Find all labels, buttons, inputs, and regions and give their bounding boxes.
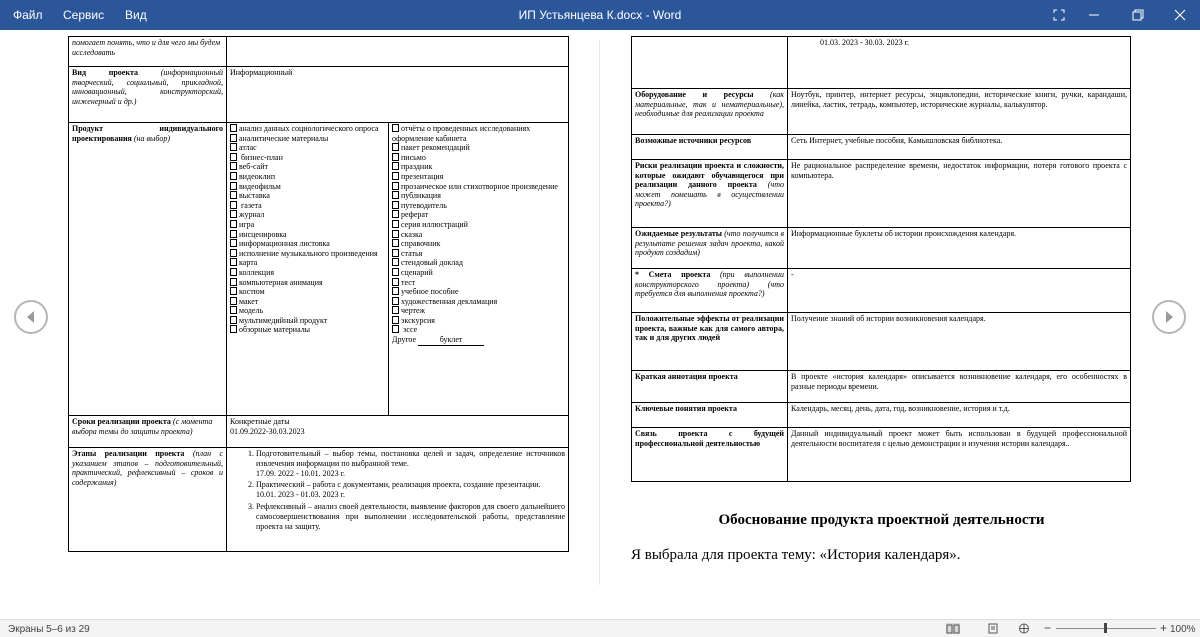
- product-option: письмо: [392, 153, 565, 163]
- info-row: [632, 228, 1131, 269]
- top-empty-cell: [632, 37, 788, 89]
- product-option: модель: [230, 306, 385, 316]
- intro-cell: помогает понять, что и для чего мы будем исследовать: [69, 37, 227, 67]
- info-row: [632, 371, 1131, 403]
- stage-item: 3. Рефлексивный – анализ своей деятельности, выявление факторов для своего дальнейшего самосовершенствования при выполнении исследовательской работы, представление проекта на защиту.: [256, 502, 565, 531]
- product-option: игра: [230, 220, 385, 230]
- info-label-cell: [632, 269, 788, 313]
- info-row: [632, 135, 1131, 160]
- book-icon: [946, 623, 960, 634]
- product-option: статья: [392, 249, 565, 259]
- info-value-cell: В проекте «история календаря» описывается возникновение календаря, его особенностях в разные периоды времени.: [788, 371, 1131, 403]
- info-value-cell: Календарь, месяц, день, дата, год, возникновение, история и т.д.: [788, 403, 1131, 428]
- stages-label-cell: Этапы реализации проекта (план с указанием этапов – подготовительный, практический, рефлексивный – сроков и содержания): [69, 448, 227, 552]
- left-page: [68, 36, 569, 552]
- intro-value-cell: [227, 37, 569, 67]
- product-option: макет: [230, 297, 385, 307]
- fullscreen-button[interactable]: [1048, 4, 1070, 26]
- info-value-cell: -: [788, 269, 1131, 313]
- product-option: карта: [230, 258, 385, 268]
- section-heading: Обоснование продукта проектной деятельности: [718, 512, 1045, 528]
- product-option: отчёты о проведенных исследованиях оформление кабинета: [392, 124, 565, 143]
- product-option: справочник: [392, 239, 565, 249]
- info-label: * Смета проекта: [635, 270, 711, 279]
- info-label-cell: [632, 228, 788, 269]
- product-label-cell: Продукт индивидуального проектирования (на выбор): [69, 123, 227, 416]
- product-option: пакет рекомендаций: [392, 143, 565, 153]
- info-hint: (что может помешать в осуществлении проекта?): [635, 180, 784, 209]
- product-option: видеоклип: [230, 172, 385, 182]
- product-options-col1: [227, 123, 389, 416]
- info-label: Краткая аннотация проекта: [635, 372, 738, 381]
- product-option: публикация: [392, 191, 565, 201]
- product-option: атлас: [230, 143, 385, 153]
- restore-icon: [1132, 9, 1144, 21]
- product-option: серия иллюстраций: [392, 220, 565, 230]
- read-mode-button[interactable]: [946, 623, 960, 634]
- zoom-slider-thumb[interactable]: [1104, 623, 1107, 633]
- close-button[interactable]: [1169, 4, 1191, 26]
- info-value-cell: Получение знаний об истории возникновения календаря.: [788, 313, 1131, 371]
- dates-value-cell: Конкретные даты 01.09.2022-30.03.2023: [227, 416, 569, 448]
- product-option: газета: [230, 201, 385, 211]
- info-row: [632, 403, 1131, 428]
- page-divider: [599, 40, 600, 585]
- product-option: обзорные материалы: [230, 325, 385, 335]
- product-option: информационная листовка: [230, 239, 385, 249]
- product-option: бизнес-план: [230, 153, 385, 163]
- menu-file[interactable]: Файл: [13, 8, 43, 22]
- web-layout-button[interactable]: [1017, 623, 1031, 634]
- type-value-cell: Информационный: [227, 67, 569, 123]
- project-table-left: [68, 36, 569, 552]
- menu-view[interactable]: Вид: [125, 8, 147, 22]
- other-product: Другое буклет: [392, 335, 565, 346]
- info-row: [632, 89, 1131, 135]
- dates-label-cell: Сроки реализации проекта (с момента выбора темы до защиты проекта): [69, 416, 227, 448]
- screen-counter: Экраны 5–6 из 29: [8, 624, 90, 635]
- top-dates-cell: 01.03. 2023 - 30.03. 2023 г.: [788, 37, 1131, 89]
- product-option: путеводитель: [392, 201, 565, 211]
- product-option: видеофильм: [230, 182, 385, 192]
- product-option: аналитические материалы: [230, 134, 385, 144]
- info-row: [632, 313, 1131, 371]
- info-label-cell: [632, 89, 788, 135]
- product-option: исполнение музыкального произведения: [230, 249, 385, 259]
- menu-tools[interactable]: Сервис: [63, 8, 105, 22]
- zoom-level[interactable]: 100%: [1170, 624, 1196, 635]
- info-value-cell: Не рациональное распределение времени, недостаток информации, потеря готового проекта с компьютера.: [788, 160, 1131, 228]
- info-row: [632, 269, 1131, 313]
- chevron-left-icon: [24, 310, 38, 324]
- info-value-cell: Информационные буклеты об истории происхождения календаря.: [788, 228, 1131, 269]
- product-option: сказка: [392, 230, 565, 240]
- title-bar: [0, 0, 1200, 30]
- info-value-cell: Сеть Интернет, учебные пособия, Камышловская библиотека.: [788, 135, 1131, 160]
- info-label-cell: [632, 313, 788, 371]
- product-option: презентация: [392, 172, 565, 182]
- product-option: выставка: [230, 191, 385, 201]
- product-option: коллекция: [230, 268, 385, 278]
- product-options-col2: [389, 123, 569, 416]
- product-option: прозаическое или стихотворное произведение: [392, 182, 565, 192]
- product-option: веб-сайт: [230, 162, 385, 172]
- product-option: реферат: [392, 210, 565, 220]
- info-label: Риски реализации проекта и сложности, которые ожидают обучающегося при реализации данного проекта: [635, 161, 784, 190]
- product-option: костюм: [230, 287, 385, 297]
- right-rows: [632, 89, 1131, 482]
- info-label: Возможные источники ресурсов: [635, 136, 752, 145]
- zoom-out-button[interactable]: −: [1044, 621, 1052, 635]
- globe-icon: [1017, 623, 1031, 634]
- stages-value-cell: [227, 448, 569, 552]
- zoom-in-button[interactable]: +: [1160, 621, 1168, 635]
- info-row: [632, 160, 1131, 228]
- info-label-cell: [632, 428, 788, 482]
- product-option: учебное пособие: [392, 287, 565, 297]
- info-hint: (что получится в результате решения задач проекта, какой продукт создадим): [635, 229, 784, 258]
- product-option: мультимедийный продукт: [230, 316, 385, 326]
- product-option: сценарий: [392, 268, 565, 278]
- info-value-cell: Данный индивидуальный проект может быть использован в будущей профессиональной деятельности воспитателя с целью демонстрации и изучения истории календаря..: [788, 428, 1131, 482]
- previous-page-button[interactable]: [14, 300, 48, 334]
- info-label-cell: [632, 135, 788, 160]
- stage-item: 2. Практический – работа с документами, реализация проекта, создание презентации. 10.01. 2023 - 01.03. 2023 г.: [256, 480, 565, 500]
- print-layout-button[interactable]: [986, 623, 1000, 634]
- fullscreen-icon: [1053, 9, 1065, 21]
- product-option: чертеж: [392, 306, 565, 316]
- product-option: экскурсия: [392, 316, 565, 326]
- info-label-cell: [632, 160, 788, 228]
- product-option: художественная декламация: [392, 297, 565, 307]
- product-option: анализ данных социологического опроса: [230, 124, 385, 134]
- next-page-button[interactable]: [1152, 300, 1186, 334]
- info-label-cell: [632, 371, 788, 403]
- right-page: [631, 36, 1131, 482]
- product-checklist-1: [230, 124, 385, 335]
- info-label: Ожидаемые результаты: [635, 229, 723, 238]
- product-option: праздник: [392, 162, 565, 172]
- product-option: инсценировка: [230, 230, 385, 240]
- info-label: Ключевые понятия проекта: [635, 404, 737, 413]
- info-row: [632, 428, 1131, 482]
- product-option: тест: [392, 278, 565, 288]
- project-table-right: [631, 36, 1131, 482]
- stages-list: [230, 449, 565, 531]
- close-icon: [1174, 9, 1186, 21]
- info-hint: (при выполнении конструкторского проекта) (что требуется для выполнения проекта?): [635, 270, 784, 299]
- type-label-cell: Вид проекта (информационный творческий, социальный, прикладной, инновационный, конструкторский, инженерный и др.): [69, 67, 227, 123]
- info-label: Связь проекта с будущей профессиональной деятельностью: [635, 429, 784, 448]
- minimize-button[interactable]: [1083, 4, 1105, 26]
- restore-button[interactable]: [1127, 4, 1149, 26]
- window-title: ИП Устьянцева К.docx - Word: [518, 8, 682, 22]
- info-hint: (как материальные, так и нематериальные), необходимые для реализации проекта: [635, 90, 785, 119]
- stage-item: 1. Подготовительный – выбор темы, постановка целей и задач, определение источников извлечения информации по выбранной теме. 17.09. 2022 - 10.01. 2023 г.: [256, 449, 565, 478]
- info-label-cell: [632, 403, 788, 428]
- info-label: Положительные эффекты от реализации проекта, важные как для самого автора, так и для других людей: [635, 314, 784, 343]
- info-label: Оборудование и ресурсы: [635, 90, 754, 99]
- product-option: стендовый доклад: [392, 258, 565, 268]
- status-bar: [0, 619, 1200, 637]
- product-checklist-2: [392, 124, 565, 335]
- info-value-cell: Ноутбук, принтер, интернет ресурсы, энциклопедии, исторические книги, ручки, карандаши, линейка, ластик, тетрадь, компьютер, исторические журналы, калькулятор.: [788, 89, 1131, 135]
- product-option: компьютерная анимация: [230, 278, 385, 288]
- chevron-right-icon: [1162, 310, 1176, 324]
- body-paragraph: Я выбрала для проекта тему: «История календаря».: [631, 547, 961, 563]
- page-icon: [986, 623, 1000, 634]
- product-option: журнал: [230, 210, 385, 220]
- minimize-icon: [1088, 9, 1100, 21]
- product-option: эссе: [392, 325, 565, 335]
